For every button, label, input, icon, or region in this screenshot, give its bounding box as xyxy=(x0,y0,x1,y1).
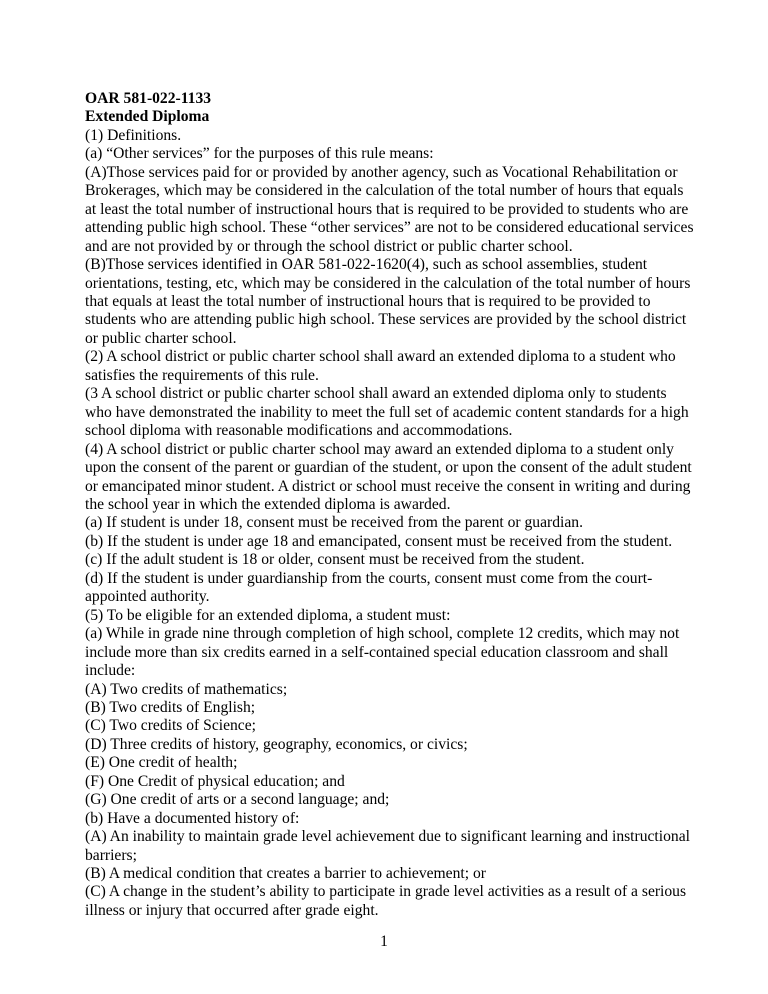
paragraph: (F) One Credit of physical education; and xyxy=(85,772,345,790)
paragraph: (A) An inability to maintain grade level achievement due to significant learning and instructional barriers; xyxy=(85,828,690,864)
paragraph: (A)Those services paid for or provided by another agency, such as Vocational Rehabilitation or Brokerages, which may be considered in the calculation of the total number of hours that equals at least the total number of instructional hours that is required to be provided to students who are attending public high school. These “other services” are not to be considered educational services and are not provided by or through the school district or public charter school. xyxy=(85,163,694,255)
paragraph: (B)Those services identified in OAR 581-022-1620(4), such as school assemblies, student orientations, testing, etc, which may be considered in the calculation of the total number of hours that equals at least the total number of instructional hours that is required to be provided to students who are attending public high school. These services are provided by the school district or public charter school. xyxy=(85,256,691,347)
page-number: 1 xyxy=(380,933,388,950)
paragraph: (C) Two credits of Science; xyxy=(85,717,256,735)
paragraph: (G) One credit of arts or a second language; and; xyxy=(85,791,390,809)
paragraph: (B) A medical condition that creates a barrier to achievement; or xyxy=(85,865,486,883)
paragraph: (A) Two credits of mathematics; xyxy=(85,680,288,698)
paragraph: (a) If student is under 18, consent must be received from the parent or guardian. xyxy=(85,514,583,532)
paragraph: (1) Definitions. xyxy=(85,126,182,144)
paragraph: (B) Two credits of English; xyxy=(85,698,256,716)
paragraph: (4) A school district or public charter school may award an extended diploma to a student only upon the consent of the parent or guardian of the student, or upon the consent of the adult student or emancipated minor student. A district or school must receive the consent in writing and during the school year in which the extended diploma is awarded. xyxy=(85,440,692,513)
paragraph: (a) While in grade nine through completion of high school, complete 12 credits, which may not include more than six credits earned in a self-contained special education classroom and shall include: xyxy=(85,625,680,680)
document-body xyxy=(85,90,695,920)
paragraph: (2) A school district or public charter school shall award an extended diploma to a student who satisfies the requirements of this rule. xyxy=(85,348,676,384)
paragraph: (E) One credit of health; xyxy=(85,754,238,772)
paragraph: (b) Have a documented history of: xyxy=(85,809,300,827)
paragraph: (D) Three credits of history, geography, economics, or civics; xyxy=(85,735,468,753)
paragraph: (c) If the adult student is 18 or older, consent must be received from the student. xyxy=(85,551,585,569)
rule-title: Extended Diploma xyxy=(85,108,210,126)
paragraph: (5) To be eligible for an extended diploma, a student must: xyxy=(85,606,451,624)
paragraph: (3 A school district or public charter school shall award an extended diploma only to students who have demonstrated the inability to meet the full set of academic content standards for a high school diploma with reasonable modifications and accommodations. xyxy=(85,385,689,440)
paragraph: (b) If the student is under age 18 and emancipated, consent must be received from the student. xyxy=(85,532,673,550)
paragraph: (C) A change in the student’s ability to participate in grade level activities as a result of a serious illness or injury that occurred after grade eight. xyxy=(85,883,687,919)
paragraph: (d) If the student is under guardianship from the courts, consent must come from the court-appointed authority. xyxy=(85,569,653,606)
rule-number: OAR 581-022-1133 xyxy=(85,90,212,107)
paragraph: (a) “Other services” for the purposes of this rule means: xyxy=(85,145,434,163)
